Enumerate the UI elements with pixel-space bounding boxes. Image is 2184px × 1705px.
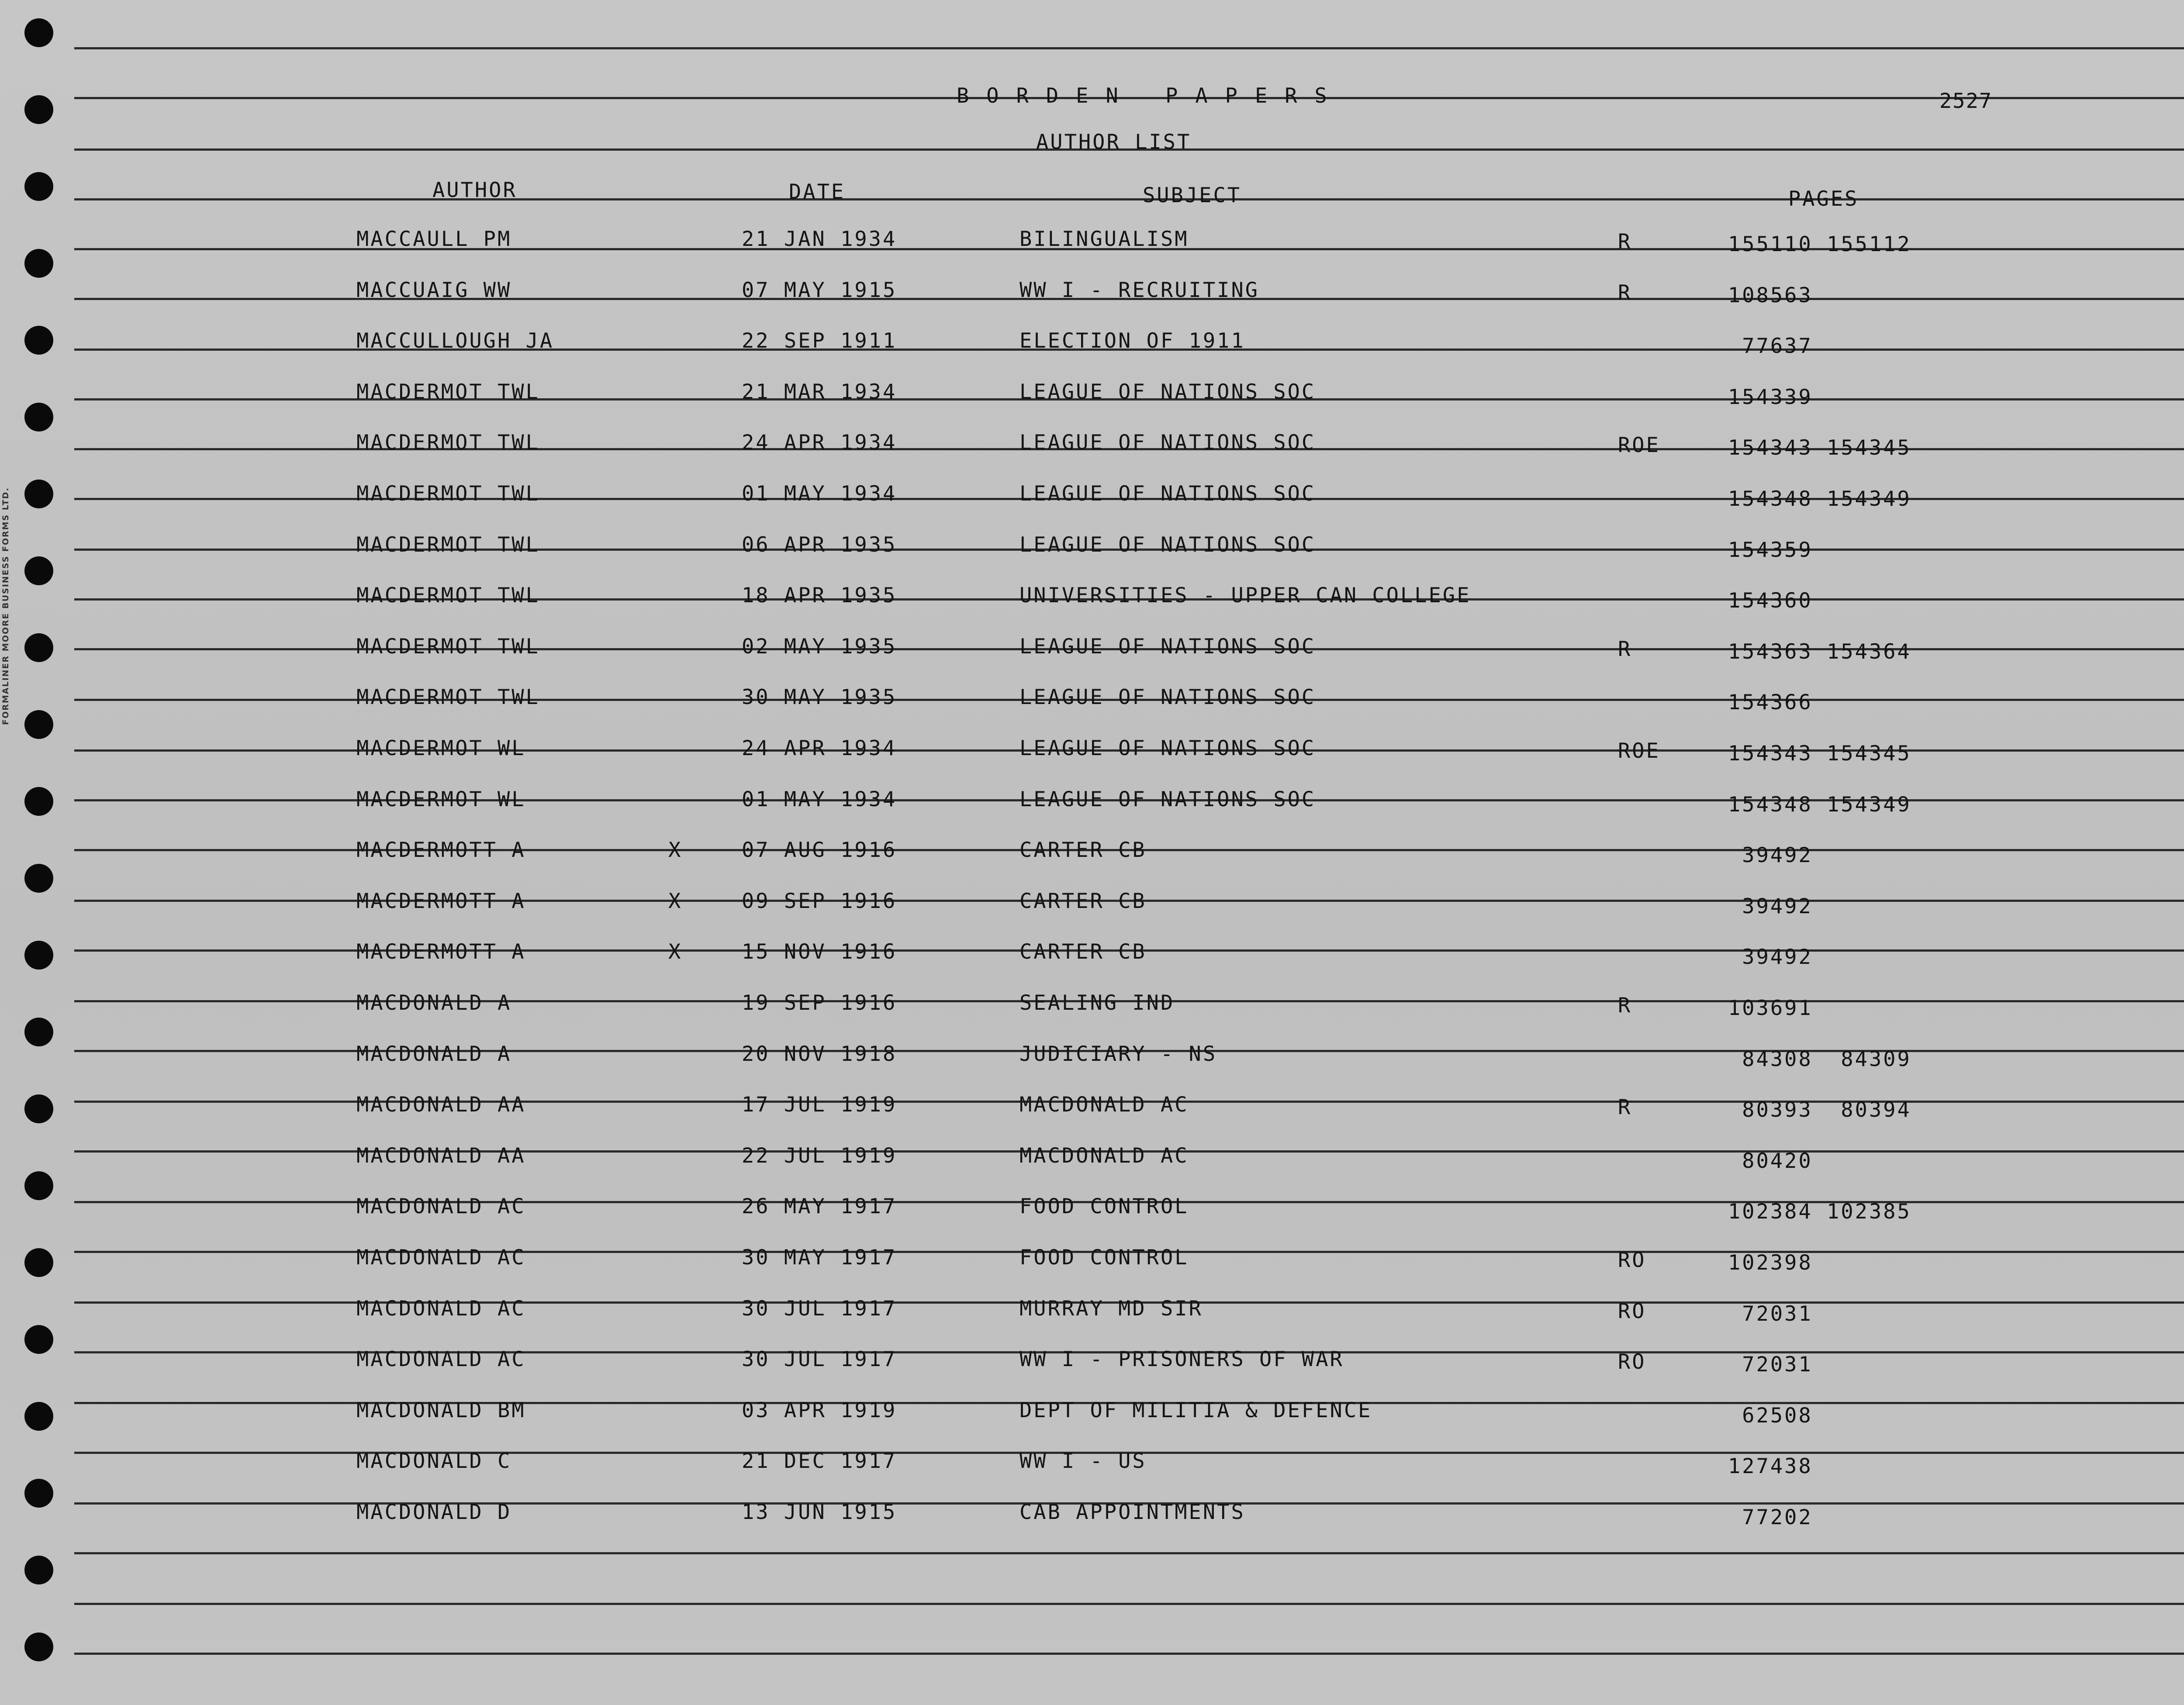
table-row <box>0 993 2184 1019</box>
pages-cell: 77202 <box>1728 1505 1813 1529</box>
subject-cell: MACDONALD AC <box>1019 1143 1189 1168</box>
pages-cell: 127438 <box>1728 1454 1813 1479</box>
date-cell: 18 APR 1935 <box>742 583 897 608</box>
pages-cell: 154360 <box>1728 589 1813 613</box>
pages-cell: 154343 154345 <box>1728 436 1911 460</box>
pages-cell: 77637 <box>1728 334 1813 359</box>
document-subtitle: AUTHOR LIST <box>1036 130 1192 154</box>
author-cell: MACDONALD D <box>356 1500 512 1524</box>
pages-cell: 154366 <box>1728 690 1813 715</box>
ruled-line <box>74 1653 2184 1655</box>
feed-hole <box>24 18 53 47</box>
mark-cell: X <box>668 838 683 863</box>
column-header-subject: SUBJECT <box>1143 183 1242 207</box>
table-row <box>0 432 2184 459</box>
author-cell: MACDERMOT TWL <box>356 380 540 404</box>
date-cell: 07 MAY 1915 <box>742 278 897 302</box>
subject-cell: LEAGUE OF NATIONS SOC <box>1019 736 1316 760</box>
table-row <box>0 789 2184 815</box>
table-row <box>0 1143 2184 1173</box>
date-cell: 02 MAY 1935 <box>742 634 897 659</box>
code-cell: R <box>1618 230 1632 254</box>
subject-cell: LEAGUE OF NATIONS SOC <box>1019 380 1316 404</box>
table-row <box>0 331 2184 357</box>
table-row <box>0 1044 2184 1070</box>
pages-cell: 72031 <box>1728 1301 1813 1326</box>
subject-cell: UNIVERSITIES - UPPER CAN COLLEGE <box>1019 583 1471 608</box>
code-cell: RO <box>1618 1299 1646 1323</box>
feed-hole <box>24 710 53 739</box>
pages-cell: 102398 <box>1728 1251 1813 1275</box>
pages-cell: 155110 155112 <box>1728 232 1911 256</box>
pages-cell: 154359 <box>1728 538 1813 562</box>
author-cell: MACCULLOUGH JA <box>356 329 554 353</box>
subject-cell: WW I - PRISONERS OF WAR <box>1019 1347 1344 1372</box>
document-title: BORDEN PAPERS <box>957 84 1344 108</box>
date-cell: 21 JAN 1934 <box>742 227 897 251</box>
date-cell: 06 APR 1935 <box>742 532 897 557</box>
feed-hole <box>24 1018 53 1046</box>
author-cell: MACDONALD C <box>356 1449 512 1474</box>
author-cell: MACDERMOT WL <box>356 787 526 811</box>
code-cell: ROE <box>1618 433 1660 458</box>
author-cell: MACCUAIG WW <box>356 278 512 302</box>
author-cell: MACDONALD AC <box>356 1296 526 1321</box>
author-cell: MACDERMOT TWL <box>356 583 540 608</box>
author-cell: MACDONALD AC <box>356 1246 526 1270</box>
table-row <box>0 891 2184 917</box>
pages-cell: 39492 <box>1728 945 1813 970</box>
pages-cell: 39492 <box>1728 894 1813 918</box>
date-cell: 19 SEP 1916 <box>742 991 897 1015</box>
ruled-line <box>74 198 2184 200</box>
date-cell: 01 MAY 1934 <box>742 482 897 506</box>
subject-cell: LEAGUE OF NATIONS SOC <box>1019 685 1316 710</box>
ruled-line <box>74 47 2184 49</box>
pages-cell: 103691 <box>1728 996 1813 1020</box>
code-cell: RO <box>1618 1350 1646 1374</box>
date-cell: 21 DEC 1917 <box>742 1449 897 1474</box>
date-cell: 13 JUN 1915 <box>742 1500 897 1524</box>
table-row <box>0 1247 2184 1274</box>
date-cell: 21 MAR 1934 <box>742 380 897 404</box>
table-row <box>0 1502 2184 1528</box>
ruled-line <box>74 1552 2184 1554</box>
pages-cell: 154348 154349 <box>1728 487 1911 511</box>
feed-hole <box>24 1171 53 1200</box>
form-side-imprint: FORMALINER MOORE BUSINESS FORMS LTD. <box>1 487 10 725</box>
feed-hole <box>24 1633 53 1661</box>
table-row <box>0 1094 2184 1121</box>
author-cell: MACDERMOT TWL <box>356 634 540 659</box>
date-cell: 15 NOV 1916 <box>742 940 897 964</box>
subject-cell: CARTER CB <box>1019 889 1147 913</box>
subject-cell: MACDONALD AC <box>1019 1093 1189 1117</box>
subject-cell: FOOD CONTROL <box>1019 1194 1189 1219</box>
feed-hole <box>24 1556 53 1584</box>
pages-cell: 62508 <box>1728 1403 1813 1428</box>
pages-cell: 80393 80394 <box>1728 1098 1911 1122</box>
author-cell: MACDERMOTT A <box>356 838 526 863</box>
author-cell: MACDONALD AC <box>356 1194 526 1219</box>
date-cell: 07 AUG 1916 <box>742 838 897 863</box>
table-row <box>0 636 2184 663</box>
subject-cell: CARTER CB <box>1019 940 1147 964</box>
subject-cell: LEAGUE OF NATIONS SOC <box>1019 787 1316 811</box>
table-row <box>0 1451 2184 1477</box>
table-row <box>0 1349 2184 1375</box>
pages-cell: 108563 <box>1728 283 1813 307</box>
table-row <box>0 687 2184 713</box>
author-cell: MACDERMOT TWL <box>356 532 540 557</box>
pages-cell: 154363 154364 <box>1728 639 1911 664</box>
table-row <box>0 738 2184 764</box>
table-row <box>0 840 2184 866</box>
code-cell: R <box>1618 1095 1632 1120</box>
feed-hole <box>24 172 53 201</box>
mark-cell: X <box>668 940 683 964</box>
pages-cell: 102384 102385 <box>1728 1200 1911 1224</box>
table-row <box>0 382 2184 408</box>
table-row <box>0 532 2184 562</box>
page-number: 2527 <box>1939 89 1993 113</box>
pages-cell: 72031 <box>1728 1353 1813 1377</box>
date-cell: 20 NOV 1918 <box>742 1042 897 1066</box>
table-row <box>0 229 2184 255</box>
author-cell: MACDERMOT TWL <box>356 431 540 455</box>
pages-cell: 154343 154345 <box>1728 742 1911 766</box>
author-cell: MACDONALD BM <box>356 1398 526 1422</box>
subject-cell: LEAGUE OF NATIONS SOC <box>1019 634 1316 659</box>
table-row <box>0 1400 2184 1426</box>
table-row <box>0 1298 2184 1325</box>
subject-cell: ELECTION OF 1911 <box>1019 329 1245 353</box>
pages-cell: 80420 <box>1728 1149 1813 1173</box>
code-cell: R <box>1618 280 1632 305</box>
code-cell: RO <box>1618 1248 1646 1272</box>
pages-cell: 84308 84309 <box>1728 1047 1911 1071</box>
subject-cell: LEAGUE OF NATIONS SOC <box>1019 532 1316 557</box>
subject-cell: CARTER CB <box>1019 838 1147 863</box>
date-cell: 30 MAY 1917 <box>742 1246 897 1270</box>
subject-cell: DEPT OF MILITIA & DEFENCE <box>1019 1398 1372 1422</box>
author-cell: MACDERMOTT A <box>356 889 526 913</box>
author-cell: MACDONALD AA <box>356 1143 526 1168</box>
table-row <box>0 942 2184 968</box>
column-header-author: AUTHOR <box>432 178 517 202</box>
date-cell: 17 JUL 1919 <box>742 1093 897 1117</box>
subject-cell: WW I - US <box>1019 1449 1147 1474</box>
code-cell: R <box>1618 994 1632 1018</box>
pages-cell: 154348 154349 <box>1728 792 1911 817</box>
mark-cell: X <box>668 889 683 913</box>
date-cell: 30 JUL 1917 <box>742 1347 897 1372</box>
date-cell: 30 JUL 1917 <box>742 1296 897 1321</box>
author-cell: MACCAULL PM <box>356 227 512 251</box>
subject-cell: JUDICIARY - NS <box>1019 1042 1217 1066</box>
date-cell: 24 APR 1934 <box>742 736 897 760</box>
pages-cell: 154339 <box>1728 385 1813 409</box>
subject-cell: SEALING IND <box>1019 991 1175 1015</box>
table-row <box>0 280 2184 306</box>
author-cell: MACDONALD A <box>356 991 512 1015</box>
subject-cell: WW I - RECRUITING <box>1019 278 1260 302</box>
author-cell: MACDERMOT WL <box>356 736 526 760</box>
author-cell: MACDONALD AC <box>356 1347 526 1372</box>
code-cell: R <box>1618 637 1632 661</box>
ruled-line <box>74 1603 2184 1605</box>
subject-cell: LEAGUE OF NATIONS SOC <box>1019 482 1316 506</box>
table-row <box>0 483 2184 510</box>
date-cell: 22 SEP 1911 <box>742 329 897 353</box>
author-cell: MACDONALD A <box>356 1042 512 1066</box>
date-cell: 24 APR 1934 <box>742 431 897 455</box>
table-row <box>0 1196 2184 1222</box>
author-cell: MACDERMOTT A <box>356 940 526 964</box>
author-cell: MACDERMOT TWL <box>356 482 540 506</box>
table-row <box>0 585 2184 611</box>
date-cell: 03 APR 1919 <box>742 1398 897 1422</box>
subject-cell: LEAGUE OF NATIONS SOC <box>1019 431 1316 455</box>
feed-hole <box>24 95 53 124</box>
date-cell: 22 JUL 1919 <box>742 1143 897 1168</box>
feed-hole <box>24 864 53 893</box>
subject-cell: BILINGUALISM <box>1019 227 1189 251</box>
subject-cell: FOOD CONTROL <box>1019 1246 1189 1270</box>
subject-cell: CAB APPOINTMENTS <box>1019 1500 1245 1524</box>
pages-cell: 39492 <box>1728 843 1813 868</box>
feed-hole <box>24 556 53 585</box>
column-header-pages: PAGES <box>1788 187 1859 211</box>
date-cell: 26 MAY 1917 <box>742 1194 897 1219</box>
date-cell: 30 MAY 1935 <box>742 685 897 710</box>
code-cell: ROE <box>1618 739 1660 763</box>
author-cell: MACDERMOT TWL <box>356 685 540 710</box>
date-cell: 09 SEP 1916 <box>742 889 897 913</box>
date-cell: 01 MAY 1934 <box>742 787 897 811</box>
subject-cell: MURRAY MD SIR <box>1019 1296 1203 1321</box>
author-cell: MACDONALD AA <box>356 1093 526 1117</box>
column-header-date: DATE <box>789 180 846 204</box>
